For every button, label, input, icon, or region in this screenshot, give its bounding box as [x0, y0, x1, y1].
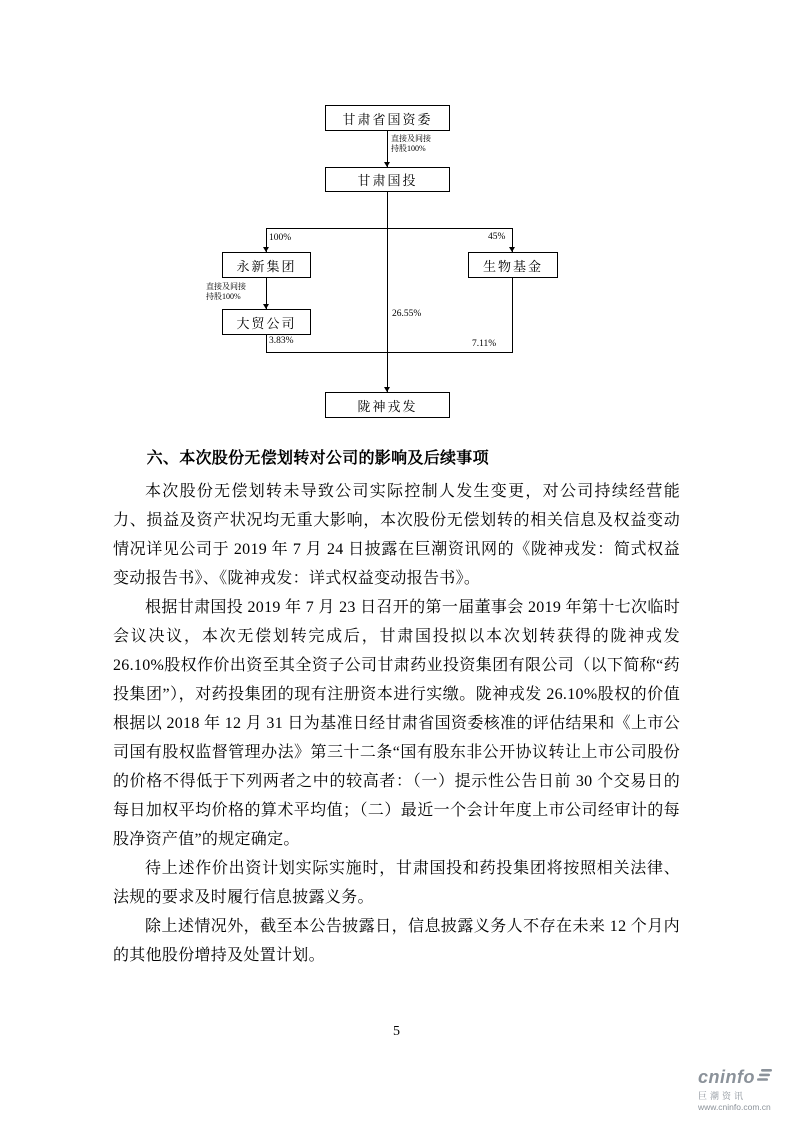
section-heading: 六、本次股份无偿划转对公司的影响及后续事项 [146, 450, 489, 467]
edge-label-yongxin-damao [206, 282, 246, 301]
cninfo-logo [698, 1067, 773, 1112]
connector-line [266, 352, 513, 353]
edge-label-3-83pct: 3.83% [269, 336, 294, 346]
arrow-down-icon [263, 247, 269, 252]
document-body [113, 444, 680, 970]
edge-label-line: 直接及间接 [206, 282, 246, 291]
paragraph: 本次股份无偿划转未导致公司实际控制人发生变更，对公司持续经营能力、损益及资产状况均无重大影响，本次股份无偿划转的相关信息及权益变动情况详见公司于 2019 年 7 月 24 日披露在巨潮资讯网的《陇神戎发：简式权益变动报告书》、《陇神戎发：详式权益变动报告书》。 [113, 483, 680, 587]
edge-label-45pct: 45% [488, 232, 506, 242]
paragraph: 除上述情况外，截至本公告披露日，信息披露义务人不存在未来 12 个月内的其他股份增持及处置计划。 [113, 918, 680, 964]
edge-label-100pct: 100% [269, 233, 292, 243]
arrow-down-icon [263, 304, 269, 309]
node-yongxin-group: 永新集团 [222, 252, 311, 278]
edge-label-26-55pct: 26.55% [392, 309, 422, 319]
connector-line [266, 335, 267, 352]
paragraph: 根据甘肃国投 2019 年 7 月 23 日召开的第一届董事会 2019 年第十七次临时会议决议，本次无偿划转完成后，甘肃国投拟以本次划转获得的陇神戎发 26.10%股权作价出资至其全资子公司甘肃药业投资集团有限公司（以下简称“药投集团”），对药投集团的现有注册资本进行实缴。陇神戎发 26.10%股权的价值根据以 2018 年 12 月 31 日为基准日经甘肃省国资委核准的评估结果和《上市公司国有股权监督管理办法》第三十二条“国有股东非公开协议转让上市公司股份的价格不得低于下列两者之中的较高者：（一）提示性公告日前 30 个交易日的每日加权平均价格的算术平均值；（二）最近一个会计年度上市公司经审计的每股净资产值”的规定确定。 [113, 599, 680, 848]
node-gansu-guotou: 甘肃国投 [325, 167, 450, 192]
arrow-down-icon [384, 387, 390, 392]
edge-label-sasac-guotou [391, 134, 431, 153]
connector-line [512, 278, 513, 352]
edge-label-line: 直接及间接 [391, 134, 431, 143]
arrow-down-icon [509, 247, 515, 252]
connector-line [266, 228, 513, 229]
page-number: 5 [393, 1024, 400, 1039]
cninfo-logo-url: www.cninfo.com.cn [698, 1102, 771, 1112]
edge-label-line: 持股100% [391, 143, 426, 153]
arrow-down-icon [384, 162, 390, 167]
node-bio-fund: 生物基金 [468, 252, 558, 278]
node-longshen-rongfa: 陇神戎发 [325, 392, 450, 418]
node-gansu-sasac: 甘肃省国资委 [325, 105, 450, 131]
cninfo-logo-chinese: 巨潮资讯 [698, 1091, 747, 1101]
cninfo-logo-text: cninfo [698, 1067, 755, 1087]
node-damao-company: 大贸公司 [222, 309, 311, 335]
paragraph: 待上述作价出资计划实际实施时，甘肃国投和药投集团将按照相关法律、法规的要求及时履行信息披露义务。 [113, 860, 680, 906]
cninfo-layers-icon [757, 1068, 773, 1088]
edge-label-line: 持股100% [206, 291, 241, 301]
edge-label-7-11pct: 7.11% [472, 339, 497, 349]
connector-line [387, 192, 388, 392]
